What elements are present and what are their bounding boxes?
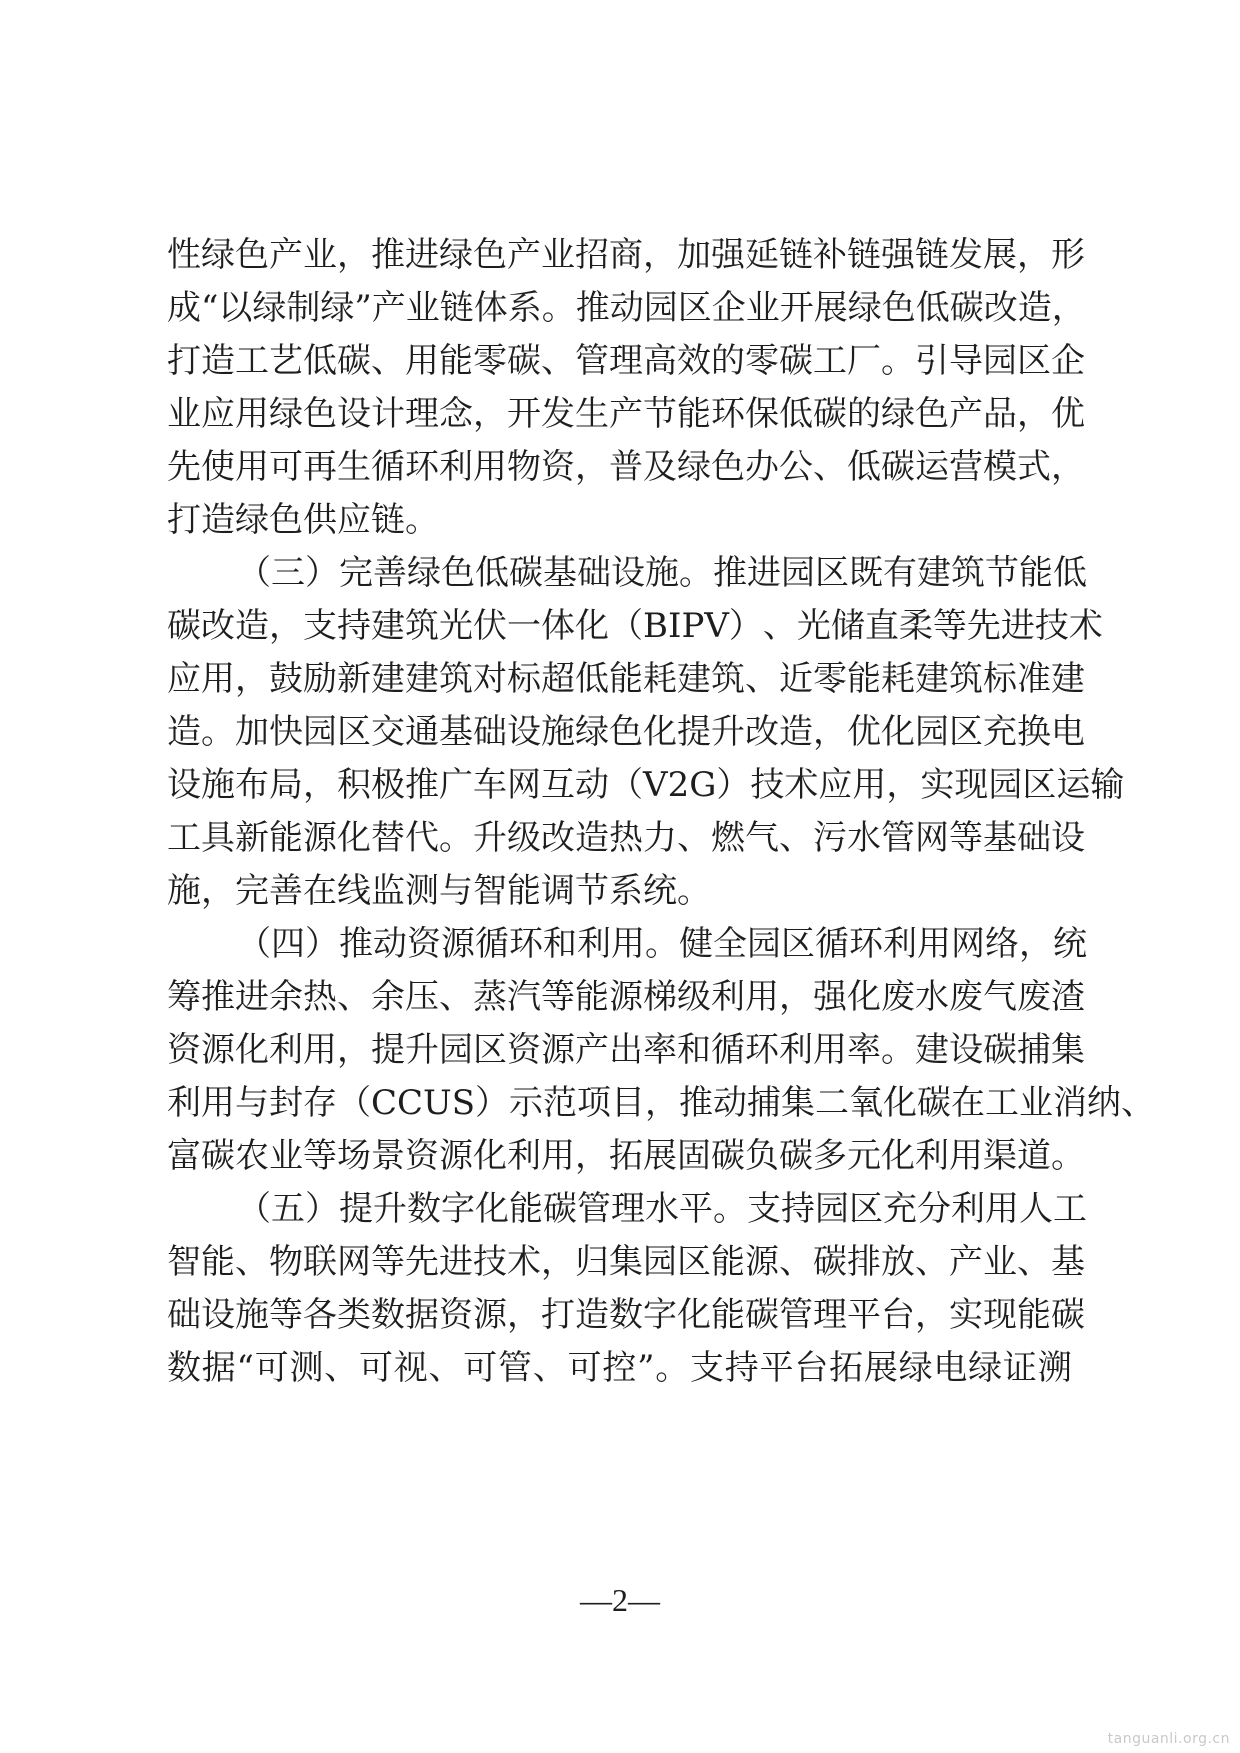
section-heading-5: （ 五 ） 提 升 数 字 化 能 碳 管 理 水 平 。 支 持 园 区 充 分 利 用 人 工 (237, 1189, 1087, 1229)
text-line-9: 应 用 ， 鼓 励 新 建 建 筑 对 标 超 低 能 耗 建 筑 、 近 零 能 耗 建 筑 标 准 建 (167, 659, 1085, 699)
text-line-4: 业 应 用 绿 色 设 计 理 念 ， 开 发 生 产 节 能 环 保 低 碳 的 绿 色 产 品 ， 优 (167, 394, 1085, 434)
text-line-21: 础 设 施 等 各 类 数 据 资 源 ， 打 造 数 字 化 能 碳 管 理 平 台 ， 实 现 能 碳 (167, 1295, 1085, 1335)
text-line-12: 工 具 新 能 源 化 替 代 。 升 级 改 造 热 力 、 燃 气 、 污 水 管 网 等 基 础 设 (167, 818, 1085, 858)
text-line-15: 筹 推 进 余 热 、 余 压 、 蒸 汽 等 能 源 梯 级 利 用 ， 强 化 废 水 废 气 废 渣 (167, 977, 1085, 1017)
text-line-17: 利 用 与 封 存 （ C C U S ） 示 范 项 目 ， 推 动 捕 集 二 氧 化 碳 在 工 业 消 纳 、 (167, 1083, 1155, 1123)
text-line-22: 数 据 “ 可 测 、 可 视 、 可 管 、 可 控 ” 。 支 持 平 台 拓 展 绿 电 绿 证 溯 (167, 1348, 1072, 1388)
text-line-11: 设 施 布 局 ， 积 极 推 广 车 网 互 动 （ V 2 G ） 技 术 应 用 ， 实 现 园 区 运 输 (167, 765, 1125, 805)
section-heading-4: （ 四 ） 推 动 资 源 循 环 和 利 用 。 健 全 园 区 循 环 利 用 网 络 ， 统 (237, 924, 1087, 964)
watermark-text: tanguanli.org.cn (1107, 1731, 1230, 1747)
text-line-3: 打 造 工 艺 低 碳 、 用 能 零 碳 、 管 理 高 效 的 零 碳 工 厂 。 引 导 园 区 企 (167, 341, 1085, 381)
text-line-18: 富 碳 农 业 等 场 景 资 源 化 利 用 ， 拓 展 固 碳 负 碳 多 元 化 利 用 渠 道 。 (167, 1136, 1085, 1176)
text-line-10: 造 。 加 快 园 区 交 通 基 础 设 施 绿 色 化 提 升 改 造 ， 优 化 园 区 充 换 电 (167, 712, 1085, 752)
page-number: —2— (580, 1582, 660, 1618)
section-heading-3: （ 三 ） 完 善 绿 色 低 碳 基 础 设 施 。 推 进 园 区 既 有 建 筑 节 能 低 (237, 553, 1087, 593)
text-line-2: 成 “ 以 绿 制 绿 ” 产 业 链 体 系 。 推 动 园 区 企 业 开 展 绿 色 低 碳 改 造 ， (167, 288, 1086, 328)
text-line-6: 打造绿色供应链。 (167, 500, 439, 540)
text-line-16: 资 源 化 利 用 ， 提 升 园 区 资 源 产 出 率 和 循 环 利 用 率 。 建 设 碳 捕 集 (167, 1030, 1085, 1070)
text-line-13: 施，完善在线监测与智能调节系统。 (167, 871, 711, 911)
text-line-8: 碳 改 造 ， 支 持 建 筑 光 伏 一 体 化 （ B I P V ） 、 光 储 直 柔 等 先 进 技 术 (167, 606, 1103, 646)
text-line-20: 智 能 、 物 联 网 等 先 进 技 术 ， 归 集 园 区 能 源 、 碳 排 放 、 产 业 、 基 (167, 1242, 1085, 1282)
text-line-5: 先 使 用 可 再 生 循 环 利 用 物 资 ， 普 及 绿 色 办 公 、 低 碳 运 营 模 式 ， (167, 447, 1085, 487)
text-line-1: 性 绿 色 产 业 ， 推 进 绿 色 产 业 招 商 ， 加 强 延 链 补 链 强 链 发 展 ， 形 (167, 235, 1085, 275)
